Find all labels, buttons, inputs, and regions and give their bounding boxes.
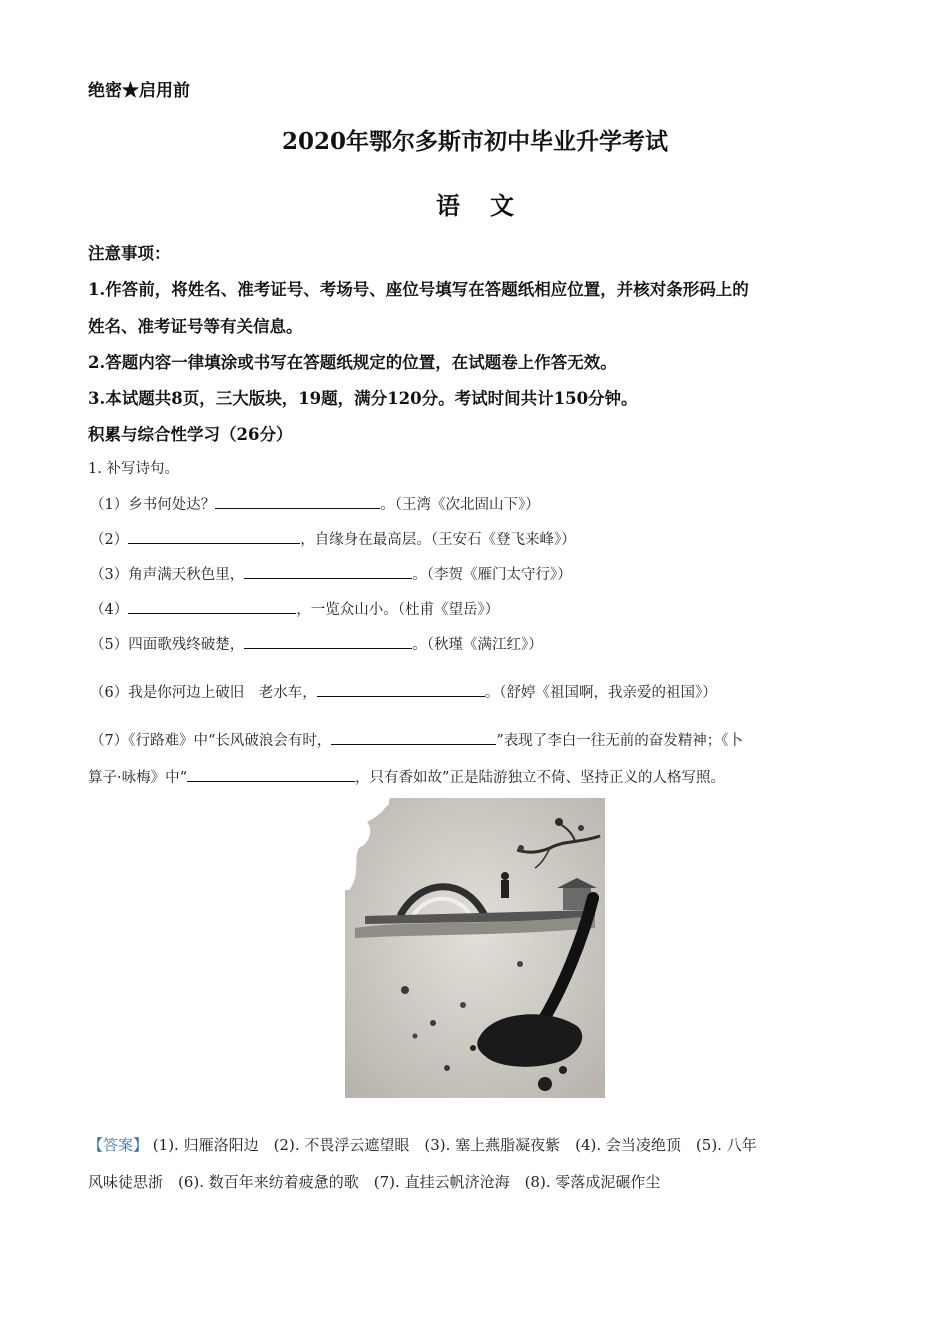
item-6-prefix: （6）我是你河边上破旧 老水车，: [90, 685, 317, 701]
item-5-prefix: （5）四面歌残终破楚，: [90, 637, 245, 653]
item-4-prefix: （4）: [90, 602, 129, 618]
item-4-suffix: ，一览众山小。（杜甫《望岳》）: [296, 602, 500, 618]
section-heading: 积累与综合性学习（26分）: [88, 425, 293, 444]
item-5-suffix: 。（秋瑾《满江红》）: [412, 637, 543, 653]
answer-blank: [187, 767, 355, 782]
notice-item-3: 3.本试题共8页，三大版块，19题，满分120分。考试时间共计150分钟。: [88, 389, 638, 408]
question-1-item-7-line-2: [88, 766, 725, 787]
item-7b-suffix: ，只有香如故”正是陆游独立不倚、坚持正义的人格写照。: [355, 770, 725, 786]
answer-line-1: [88, 1134, 757, 1155]
question-1-item-5: [90, 633, 543, 654]
question-1-item-2: [90, 528, 576, 549]
notice-heading: 注意事项：: [88, 244, 171, 263]
answer-blank: [215, 494, 380, 509]
notice-item-1-line-1: 1.作答前，将姓名、准考证号、考场号、座位号填写在答题纸相应位置，并核对条形码上的: [88, 280, 749, 299]
question-1-item-3: [90, 563, 572, 584]
item-7-suffix: ”表现了李白一往无前的奋发精神；《卜: [496, 733, 744, 749]
question-1-item-1: [90, 493, 540, 514]
item-3-prefix: （3）角声满天秋色里，: [90, 567, 245, 583]
exam-title: 2020年鄂尔多斯市初中毕业升学考试: [281, 128, 668, 155]
question-1-item-7-line-1: [90, 729, 743, 750]
item-1-prefix: （1）乡书何处达？: [90, 497, 216, 513]
answer-blank: [244, 564, 412, 579]
item-3-suffix: 。（李贺《雁门太守行》）: [412, 567, 572, 583]
notice-item-2: 2.答题内容一律填涂或书写在答题纸规定的位置，在试题卷上作答无效。: [88, 353, 617, 372]
ink-painting-svg: [345, 798, 605, 1098]
answer-blank: [128, 599, 296, 614]
ink-painting-illustration: [345, 798, 605, 1098]
item-7b-prefix: 算子·咏梅》中“: [88, 770, 188, 786]
answer-blank: [317, 682, 485, 697]
answer-blank: [244, 634, 412, 649]
answer-tag: 【答案】: [88, 1136, 149, 1154]
question-1-stem: 1. 补写诗句。: [88, 461, 179, 477]
answer-line-2: 风味徒思浙 (6). 数百年来纺着疲惫的歌 (7). 直挂云帆济沧海 (8). 零落成泥碾作尘: [88, 1173, 661, 1191]
question-1-item-6: [90, 681, 717, 702]
answer-blank: [331, 730, 496, 745]
item-7-prefix: （7）《行路难》中“长风破浪会有时，: [90, 733, 332, 749]
question-1-item-4: [90, 598, 499, 619]
notice-item-1-line-2: 姓名、准考证号等有关信息。: [88, 317, 303, 336]
item-6-suffix: 。（舒婷《祖国啊，我亲爱的祖国》）: [484, 685, 717, 701]
item-2-suffix: ，自缘身在最高层。（王安石《登飞来峰》）: [300, 532, 576, 548]
confidential-label: 绝密★启用前: [88, 81, 190, 101]
answer-blank: [128, 529, 300, 544]
subject-title: 语文: [436, 191, 544, 220]
answer-text-1: (1). 归雁洛阳边 (2). 不畏浮云遮望眼 (3). 塞上燕脂凝夜紫 (4). 会当凌绝顶 (5). 八年: [152, 1136, 757, 1154]
item-1-suffix: 。（王湾《次北固山下》）: [380, 497, 540, 513]
item-2-prefix: （2）: [90, 532, 129, 548]
